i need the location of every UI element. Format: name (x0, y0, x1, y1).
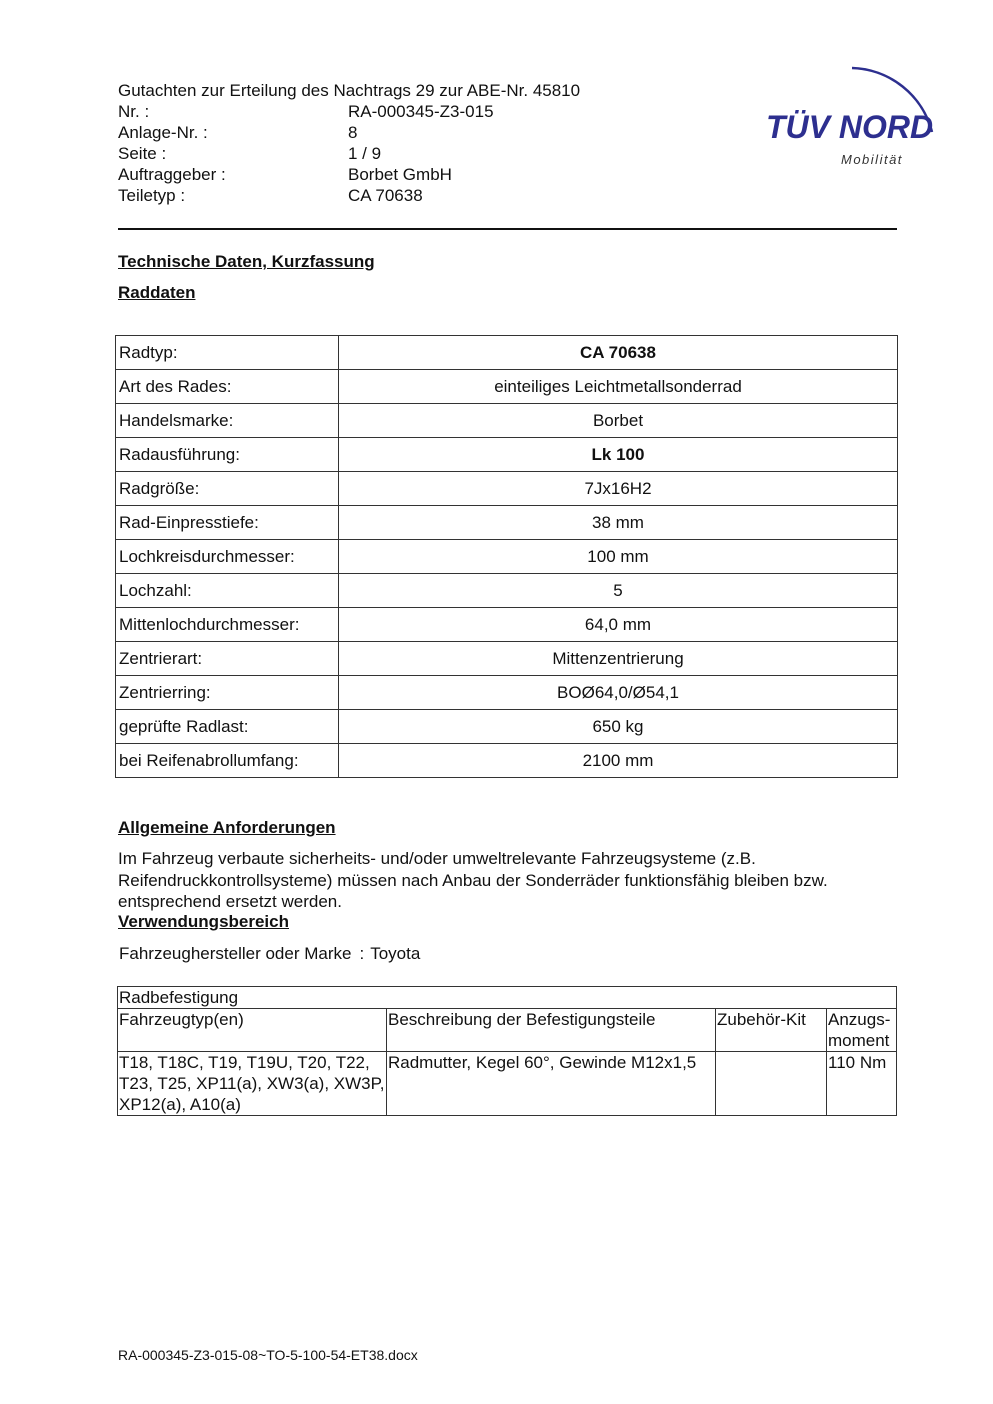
table-cell-label: bei Reifenabrollumfang: (116, 744, 339, 778)
table-cell-value: 2100 mm (339, 744, 898, 778)
table-cell-description: Radmutter, Kegel 60°, Gewinde M12x1,5 (387, 1052, 716, 1116)
vehicle-maker-line (119, 944, 420, 964)
table-cell-kit (716, 1052, 827, 1116)
table-cell-value: 64,0 mm (339, 608, 898, 642)
table-row (116, 676, 898, 710)
table-row (116, 438, 898, 472)
table-row (116, 404, 898, 438)
allgemeine-anforderungen-text: Im Fahrzeug verbaute sicherheits- und/oder umweltrelevante Fahrzeugsysteme (z.B. Reifendruckkontrollsysteme) müssen nach Anbau der Sonderräder funktionsfähig bleiben bzw. entsprechend ersetzt werden. (118, 849, 828, 911)
header-divider (118, 228, 897, 230)
table-row (116, 642, 898, 676)
table-cell-vehicle-types: T18, T18C, T19, T19U, T20, T22, T23, T25, XP11(a), XW3(a), XW3P, XP12(a), A10(a) (119, 1053, 385, 1114)
table-row (116, 540, 898, 574)
header-row-auftraggeber (118, 164, 580, 185)
footer-filename: RA-000345-Z3-015-08~TO-5-100-54-ET38.docx (118, 1347, 418, 1363)
table-row (116, 336, 898, 370)
table-row (116, 744, 898, 778)
header-label: Auftraggeber : (118, 165, 226, 184)
header-value: 8 (348, 123, 358, 142)
table-row (118, 1052, 897, 1116)
table-cell-label: Lochkreisdurchmesser: (116, 540, 339, 574)
tuv-nord-logo (760, 58, 945, 173)
document-title: Gutachten zur Erteilung des Nachtrags 29 zur ABE-Nr. 45810 (118, 81, 581, 100)
table-row (116, 710, 898, 744)
table-cell-value: 7Jx16H2 (339, 472, 898, 506)
header-row-anlage (118, 122, 580, 143)
table-cell-value: 5 (339, 574, 898, 608)
header-value: RA-000345-Z3-015 (348, 102, 494, 121)
logo-brand-text: TÜV NORD (766, 109, 934, 145)
header-label: Anlage-Nr. : (118, 123, 208, 142)
table-row (116, 506, 898, 540)
table-cell-value: 38 mm (339, 506, 898, 540)
header-row-seite (118, 143, 580, 164)
section-title-technische-daten: Technische Daten, Kurzfassung (118, 252, 375, 271)
table-cell-value: einteiliges Leichtmetallsonderrad (339, 370, 898, 404)
table-cell-value: Lk 100 (339, 438, 898, 472)
table-cell-label: Art des Rades: (116, 370, 339, 404)
vehicle-maker-label: Fahrzeughersteller oder Marke (119, 944, 352, 963)
table-cell-label: Zentrierring: (116, 676, 339, 710)
table-cell-value: Mittenzentrierung (339, 642, 898, 676)
table-header-row (118, 1009, 897, 1052)
table-cell-value: BOØ64,0/Ø54,1 (339, 676, 898, 710)
header-value: CA 70638 (348, 186, 423, 205)
header-row-teiletyp (118, 185, 580, 206)
table-row (116, 472, 898, 506)
section-title-raddaten: Raddaten (118, 283, 196, 302)
table-caption-row (118, 987, 897, 1009)
header-label: Teiletyp : (118, 186, 186, 205)
section-title-allgemeine-anforderungen: Allgemeine Anforderungen (118, 818, 336, 837)
vehicle-maker-separator: : (359, 944, 365, 963)
table-cell-value: 650 kg (339, 710, 898, 744)
header-value: 1 / 9 (348, 144, 382, 163)
wheel-fixing-table (117, 986, 897, 1116)
table-cell-label: Rad-Einpresstiefe: (116, 506, 339, 540)
table-cell-value: CA 70638 (339, 336, 898, 370)
table-cell-label: Radausführung: (116, 438, 339, 472)
logo-subtitle-text: Mobilität (841, 152, 903, 167)
tuv-nord-logo-graphic (760, 58, 945, 173)
table-cell-label: geprüfte Radlast: (116, 710, 339, 744)
vehicle-maker-value: Toyota (370, 944, 421, 963)
document-header (118, 80, 580, 206)
table-cell-label: Lochzahl: (116, 574, 339, 608)
table-cell-label: Handelsmarke: (116, 404, 339, 438)
table-cell-value: Borbet (339, 404, 898, 438)
table-row (116, 574, 898, 608)
header-value: Borbet GmbH (348, 165, 452, 184)
table-header-cell: Beschreibung der Befestigungsteile (387, 1009, 716, 1052)
table-cell-torque: 110 Nm (827, 1052, 897, 1116)
table-header-cell: Zubehör-Kit (716, 1009, 827, 1052)
table-caption: Radbefestigung (118, 987, 897, 1009)
header-label: Nr. : (118, 102, 150, 121)
header-label: Seite : (118, 144, 167, 163)
table-row (116, 608, 898, 642)
header-row-nr (118, 101, 580, 122)
table-cell-label: Mittenlochdurchmesser: (116, 608, 339, 642)
table-cell-label: Zentrierart: (116, 642, 339, 676)
table-header-cell: Fahrzeugtyp(en) (118, 1009, 387, 1052)
table-header-cell: Anzugs-moment (827, 1009, 897, 1052)
wheel-data-table (115, 335, 898, 778)
table-cell-value: 100 mm (339, 540, 898, 574)
table-cell-label: Radtyp: (116, 336, 339, 370)
section-title-verwendungsbereich: Verwendungsbereich (118, 912, 289, 931)
table-cell-label: Radgröße: (116, 472, 339, 506)
table-row (116, 370, 898, 404)
